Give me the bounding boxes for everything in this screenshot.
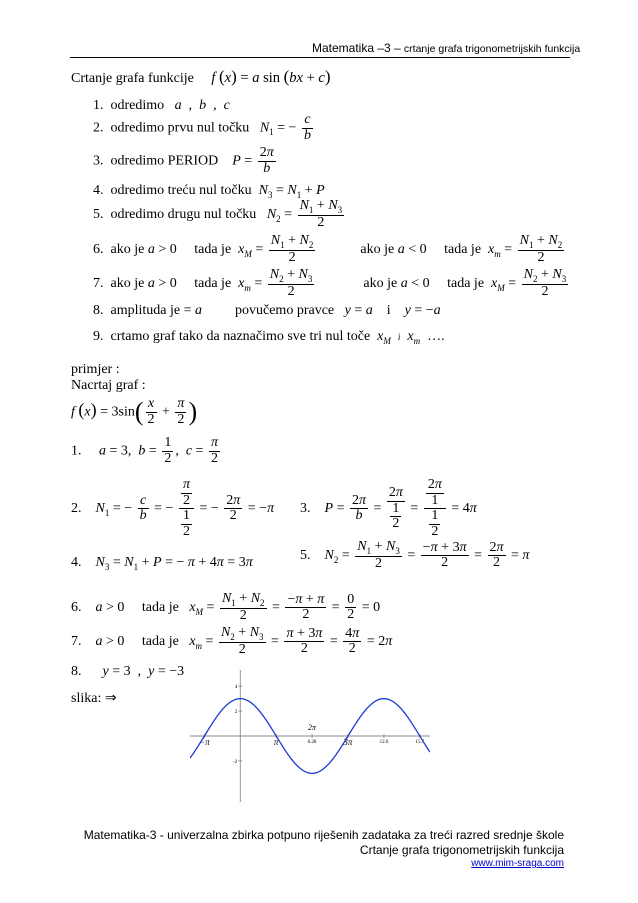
footer-line-2: Crtanje grafa trigonometrijskih funkcija — [359, 843, 564, 857]
step-text: ako je — [110, 242, 145, 258]
step-text: crtamo graf tako da naznačimo sve tri nul toče — [110, 329, 371, 344]
step-number: 8. — [93, 303, 104, 318]
x-tick-label: 3π — [343, 737, 353, 747]
example-label: primjer : — [71, 362, 120, 377]
intro-line — [71, 67, 331, 87]
step-number: 4. — [93, 183, 104, 198]
x-tick-label: π — [273, 737, 279, 747]
step-3: 3. odredimo PERIOD P = $\frac{2\pi}{b}$ — [93, 145, 274, 176]
header-rule — [70, 57, 570, 58]
example-step-8: 8. y = 3 , y = −3 — [71, 664, 185, 679]
step-text: tada je — [447, 276, 485, 292]
step-text: ako je — [363, 276, 398, 292]
example-function: f (x) = 3sin( $\frac{x}{2}$ + $\frac{\pi}{2}$ ) — [71, 396, 198, 427]
step-4: 4. odredimo treću nul točku $N_3 = N_1 + P$ — [93, 183, 325, 200]
step-text: tada je — [141, 600, 179, 616]
step-text: odredimo drugu nul točku — [110, 207, 257, 223]
header-subject: Matematika –3 – — [312, 41, 401, 55]
step-text: odredimo — [110, 98, 165, 113]
step-text: i — [397, 332, 401, 342]
page-header — [312, 41, 580, 55]
sine-graph — [190, 670, 430, 802]
example-step-1: 1. a = 3, b = $\frac{1}{2}$ , c = $\frac{\pi}{2}$ — [71, 435, 218, 466]
y-tick-label: -2 — [233, 759, 238, 765]
example-task: Nacrtaj graf : — [71, 378, 146, 393]
step-number: 5. — [93, 207, 104, 223]
step-2: 2. odredimo prvu nul točku $N_1$ = − $\frac{c}{b}$ — [93, 112, 311, 143]
step-number: 2. — [93, 120, 104, 136]
step-text: i — [386, 303, 391, 318]
graph-ticks — [199, 685, 425, 765]
step-number: 9. — [93, 329, 104, 344]
step-number: 7. — [93, 276, 104, 292]
step-8: 8. amplituda je = a povučemo pravce y = a i y = −a — [93, 303, 441, 318]
x-tick-label: 12.6 — [379, 740, 389, 745]
step-number: 1. — [93, 98, 104, 113]
step-6: 6. ako je a > 0 tada je $x_M$ = $\frac{N_1 + N_2}{2}$ ako je a < 0 tada je $x_m$ = $\frac{N_1 + N_2}{2}$ — [93, 233, 563, 266]
header-topic: crtanje grafa trigonometrijskih funkcija — [403, 43, 581, 55]
step-text: tada je — [194, 242, 232, 258]
example-step-3: 3. P = $\frac{2\pi}{b}$ = $\frac{2\pi}{\frac{1}{2}}$ = $\frac{\frac{2\pi}{1}}{\frac{1}{2}}$ = 4π — [300, 477, 477, 540]
slika-label: slika: ⇒ — [71, 691, 117, 706]
x-tick-label: 6.28 — [307, 740, 317, 745]
step-text: tada je — [141, 634, 179, 650]
step-7: 7. ako je a > 0 tada je $x_m$ = $\frac{N_2 + N_3}{2}$ ako je a < 0 tada je $x_M$ = $\frac{N_2 + N_3}{2}$ — [93, 267, 567, 300]
step-text: amplituda je — [110, 303, 181, 318]
y-tick-label: 4 — [234, 685, 238, 691]
graph-axes — [190, 670, 430, 802]
step-text: tada je — [444, 242, 482, 258]
step-text: odredimo prvu nul točku — [110, 120, 250, 136]
example-step-4: 4. $N_3 = N_1 + P$ = − π + 4π = 3π — [71, 555, 253, 572]
x-tick-label: −π — [199, 737, 210, 747]
intro-formula: f (x) = a sin (bx + c) — [211, 67, 331, 86]
step-text: tada je — [194, 276, 232, 292]
step-text: …. — [427, 329, 445, 344]
step-number: 6. — [93, 242, 104, 258]
example-step-2: 2. $N_1$ = − $\frac{c}{b}$ = − $\frac{\frac{\pi}{2}}{\frac{1}{2}}$ = − $\frac{2\pi}{2}$ = −π — [71, 477, 275, 540]
example-step-5: 5. $N_2$ = $\frac{N_1 + N_3}{2}$ = $\frac{-\pi + 3\pi}{2}$ = $\frac{2\pi}{2}$ = π — [300, 539, 530, 572]
step-text: odredimo treću nul točku — [110, 183, 252, 198]
footer-line-1: Matematika-3 - univerzalna zbirka potpuno riješenih zadataka za treći razred srednje škole — [83, 828, 564, 842]
step-9: 9. crtamo graf tako da naznačimo sve tri nul toče $x_M$ i $x_m$ …. — [93, 329, 445, 346]
x-tick-label: 15.7 — [415, 740, 425, 745]
step-text: odredimo PERIOD — [110, 153, 219, 169]
example-step-6: 6. a > 0 tada je $x_M$ = $\frac{N_1 + N_2}{2}$ = $\frac{-\pi + \pi}{2}$ = $\frac{0}{2}$ = 0 — [71, 591, 381, 624]
step-text: povučemo pravce — [235, 303, 335, 318]
step-text: ako je — [110, 276, 145, 292]
x-tick-label: 2π — [308, 723, 317, 732]
footer-link[interactable]: www.mim-sraga.com — [471, 858, 564, 869]
step-number: 3. — [93, 153, 104, 169]
example-step-7: 7. a > 0 tada je $x_m$ = $\frac{N_2 + N_3}{2}$ = $\frac{\pi + 3\pi}{2}$ = $\frac{4\pi}{2}$ = 2π — [71, 625, 393, 658]
step-text: ako je — [360, 242, 395, 258]
step-1: 1. odredimo a , b , c — [93, 98, 230, 113]
intro-title: Crtanje grafa funkcije — [71, 71, 194, 86]
step-5: 5. odredimo drugu nul točku $N_2$ = $\frac{N_1 + N_3}{2}$ — [93, 198, 343, 231]
y-tick-label: 2 — [234, 710, 238, 716]
